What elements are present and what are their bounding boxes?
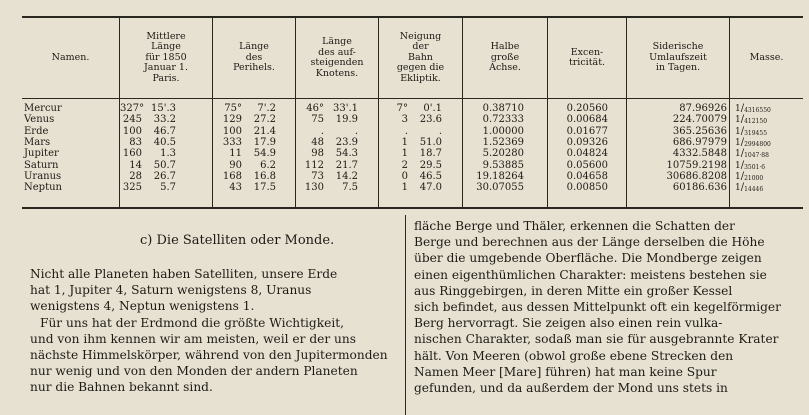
cell-ph-deg: 43	[229, 182, 242, 194]
cell-ecc: 0.04824	[566, 148, 608, 160]
header-inclination: Neigung der Bahn gegen die Ekliptik.	[396, 30, 445, 84]
cell-ph-deg: 333	[222, 136, 242, 148]
cell-axis: 19.18264	[476, 170, 524, 182]
cell-ph-min: 17.9	[253, 136, 276, 148]
cell-ph-deg: 75°	[224, 103, 242, 114]
text-line: Nicht alle Planeten haben Satelliten, unsere Erde	[30, 267, 338, 281]
cell-period: 686.97979	[672, 136, 727, 148]
cell-axis: 30.07055	[476, 182, 524, 194]
cell-name: Venus	[24, 114, 55, 126]
cell-name: Uranus	[24, 170, 62, 182]
cell-period: 365.25636	[672, 125, 727, 137]
cell-mass	[735, 161, 765, 173]
cell-in-deg: 3	[401, 114, 408, 126]
text-line: aus Ringgebirgen, in deren Mitte ein großer Kessel	[414, 283, 733, 298]
cell-ml-deg: 28	[129, 170, 142, 182]
text-line: und von ihm kennen wir am meisten, weil er der uns	[30, 331, 356, 346]
cell-nd-min: 7.5	[342, 182, 358, 194]
mass-slash: /	[740, 159, 745, 171]
cell-nd-min: .	[354, 125, 358, 137]
text-line: Berg hervorragt. Sie zeigen also einen rein vulka-	[414, 316, 723, 331]
text-line: einen eigenthümlichen Charakter: meistens bestehen sie	[414, 267, 767, 282]
mass-numerator: 1	[735, 104, 741, 114]
cell-name: Mars	[24, 136, 51, 148]
cell-nd-deg: 75	[311, 114, 324, 126]
cell-axis: 0.72333	[482, 114, 524, 126]
cell-ml-deg: 325	[122, 182, 142, 194]
table-header-rule	[22, 98, 803, 99]
cell-nd-deg: 112	[304, 159, 324, 171]
cell-ml-min: 33.2	[153, 114, 176, 126]
cell-ml-min: 46.7	[153, 125, 176, 137]
text-line: nur die Bahnen bekannt sind.	[30, 380, 213, 395]
cell-ml-min: 50.7	[153, 159, 176, 171]
cell-nd-min: 33'.1	[332, 103, 358, 114]
cell-period: 30686.8208	[666, 170, 727, 182]
header-mass: Masse.	[749, 51, 784, 63]
cell-axis: 5.20280	[482, 148, 524, 160]
cell-nd-min: 19.9	[335, 114, 358, 126]
table-row	[24, 104, 803, 114]
cell-ml-min: 26.7	[153, 170, 176, 182]
cell-period: 224.70079	[672, 114, 727, 126]
cell-ecc: 0.20560	[566, 103, 608, 114]
cell-in-deg: 7°	[396, 103, 408, 114]
text-line: sich befindet, aus dessen Mittelpunkt oft ein kegelförmiger	[414, 300, 781, 314]
cell-ph-min: 17.5	[253, 182, 276, 194]
cell-ecc: 0.04658	[566, 170, 608, 182]
mass-denominator: 21000	[744, 174, 764, 182]
cell-ml-min: 5.7	[160, 182, 176, 194]
header-period: Siderische Umlaufszeit in Tagen.	[649, 41, 707, 74]
text-line: nächste Himmelskörper, während von den Jupitermonden	[30, 348, 388, 362]
cell-nd-deg: 73	[311, 170, 324, 182]
mass-slash: /	[740, 182, 745, 194]
mass-slash: /	[740, 136, 745, 148]
table-row	[24, 161, 803, 171]
cell-nd-deg: 130	[304, 182, 324, 194]
cell-ecc: 0.09326	[566, 136, 608, 148]
text-line: gefunden, und da außerdem der Mond uns stets in	[414, 381, 728, 395]
cell-ph-deg: 100	[222, 125, 242, 137]
text-line: über die umgebende Oberfläche. Die Mondberge zeigen	[414, 251, 762, 266]
cell-ml-deg: 327°	[120, 103, 145, 114]
mass-slash: /	[740, 148, 745, 160]
text-line: fläche Berge und Thäler, erkennen die Schatten der	[414, 219, 735, 233]
cell-nd-min: 14.2	[335, 170, 358, 182]
text-line: nur wenig und von den Monden der andern Planeten	[30, 364, 358, 379]
cell-period: 4332.5848	[672, 148, 727, 160]
cell-in-min: 46.5	[419, 170, 442, 182]
cell-in-min: 0'.1	[423, 103, 442, 114]
mass-denominator: 3501·6	[744, 163, 766, 171]
mass-denominator: 2994800	[744, 140, 771, 148]
cell-ml-deg: 100	[122, 125, 142, 137]
header-semi-axis: Halbe große Achse.	[489, 41, 521, 74]
cell-ph-min: 21.4	[253, 125, 276, 137]
cell-nd-min: 54.3	[335, 148, 358, 160]
mass-slash: /	[740, 170, 745, 182]
cell-ecc: 0.05600	[566, 159, 608, 171]
cell-in-min: 51.0	[419, 136, 442, 148]
section-title: c) Die Satelliten oder Monde.	[140, 233, 335, 248]
header-perihelion: Länge des Perihels.	[233, 41, 275, 74]
cell-axis: 0.38710	[482, 103, 524, 114]
cell-nd-deg: 98	[311, 148, 324, 160]
cell-mass	[735, 172, 763, 184]
text-line: wenigstens 4, Neptun wenigstens 1.	[30, 299, 255, 314]
mass-slash: /	[740, 103, 745, 114]
cell-nd-min: 21.7	[335, 159, 358, 171]
cell-period: 10759.2198	[666, 159, 727, 171]
cell-axis: 1.00000	[482, 125, 524, 137]
mass-slash: /	[740, 125, 745, 137]
mass-numerator: 1	[735, 171, 741, 182]
cell-ph-min: 54.9	[253, 148, 276, 160]
cell-ph-deg: 129	[222, 114, 242, 126]
cell-name: Erde	[24, 125, 49, 137]
mass-numerator: 1	[735, 149, 741, 160]
cell-in-min: 29.5	[419, 159, 442, 171]
text-line: hält. Von Meeren (obwol große ebene Strecken den	[414, 348, 734, 363]
cell-in-deg: 1	[401, 182, 408, 194]
cell-nd-deg: .	[320, 125, 324, 137]
cell-in-deg: 1	[401, 136, 408, 148]
cell-mass	[735, 183, 763, 195]
header-mean-longitude: Mittlere Länge für 1850 Januar 1. Paris.	[144, 30, 188, 84]
cell-ml-min: 1.3	[160, 148, 176, 160]
cell-ph-deg: 168	[222, 170, 242, 182]
cell-ml-deg: 245	[122, 114, 142, 126]
cell-name: Neptun	[24, 182, 62, 194]
mass-numerator: 1	[735, 183, 741, 194]
cell-ml-deg: 14	[129, 159, 142, 171]
cell-period: 87.96926	[679, 103, 727, 114]
header-name: Namen.	[51, 51, 90, 63]
table-row	[24, 183, 803, 193]
cell-period: 60186.636	[672, 182, 727, 194]
table-row	[24, 149, 803, 159]
cell-ph-min: 7'.2	[257, 103, 276, 114]
text-line: Berge und berechnen aus der Länge derselben die Höhe	[414, 235, 765, 250]
cell-in-deg: 2	[401, 159, 408, 171]
table-row	[24, 172, 803, 182]
cell-nd-deg: 46°	[306, 103, 324, 114]
cell-ph-min: 6.2	[260, 159, 276, 171]
cell-ecc: 0.00850	[566, 182, 608, 194]
header-eccentricity: Excen- tricität.	[568, 46, 606, 68]
cell-in-min: 47.0	[419, 182, 442, 194]
table-row	[24, 127, 803, 137]
cell-ph-deg: 90	[229, 159, 242, 171]
cell-ecc: 0.00684	[566, 114, 608, 126]
cell-ml-deg: 160	[122, 148, 142, 160]
cell-name: Saturn	[24, 159, 59, 171]
mass-numerator: 1	[735, 160, 741, 171]
cell-nd-deg: 48	[311, 136, 324, 148]
cell-ml-min: 15'.3	[150, 103, 176, 114]
mass-numerator: 1	[735, 137, 741, 148]
cell-in-min: 23.6	[419, 114, 442, 126]
cell-ph-min: 16.8	[253, 170, 276, 182]
text-line: Namen Meer [Mare] führen) hat man keine Spur	[414, 364, 717, 379]
cell-ml-min: 40.5	[153, 136, 176, 148]
mass-numerator: 1	[735, 126, 741, 137]
mass-denominator: 1047·88	[744, 152, 769, 160]
cell-axis: 1.52369	[482, 136, 524, 148]
mass-denominator: 319455	[744, 129, 768, 137]
header-node: Länge des auf- steigenden Knotens.	[310, 36, 364, 79]
cell-name: Jupiter	[24, 148, 59, 160]
cell-in-deg: .	[404, 125, 408, 137]
cell-axis: 9.53885	[482, 159, 524, 171]
cell-ml-deg: 83	[129, 136, 142, 148]
mass-numerator: 1	[735, 115, 741, 126]
cell-ph-min: 27.2	[253, 114, 276, 126]
cell-name: Mercur	[24, 103, 62, 114]
table-row	[24, 138, 803, 148]
column-rule	[405, 215, 406, 415]
mass-denominator: 412150	[744, 118, 768, 126]
text-line: nischen Charakter, sodaß man sie für ausgebrannte Krater	[414, 332, 779, 347]
mass-denominator: 14446	[744, 186, 764, 194]
text-line: Für uns hat der Erdmond die größte Wichtigkeit,	[40, 315, 345, 330]
table-bottom-rule	[22, 207, 803, 209]
mass-slash: /	[740, 114, 745, 126]
cell-ph-deg: 11	[229, 148, 242, 160]
mass-denominator: 4316550	[744, 107, 771, 114]
text-line: hat 1, Jupiter 4, Saturn wenigstens 8, Uranus	[30, 283, 312, 298]
cell-in-deg: 0	[401, 170, 408, 182]
table-row	[24, 115, 803, 125]
cell-in-min: .	[438, 125, 442, 137]
cell-ecc: 0.01677	[566, 125, 608, 137]
cell-in-min: 18.7	[419, 148, 442, 160]
cell-in-deg: 1	[401, 148, 408, 160]
cell-nd-min: 23.9	[335, 136, 358, 148]
